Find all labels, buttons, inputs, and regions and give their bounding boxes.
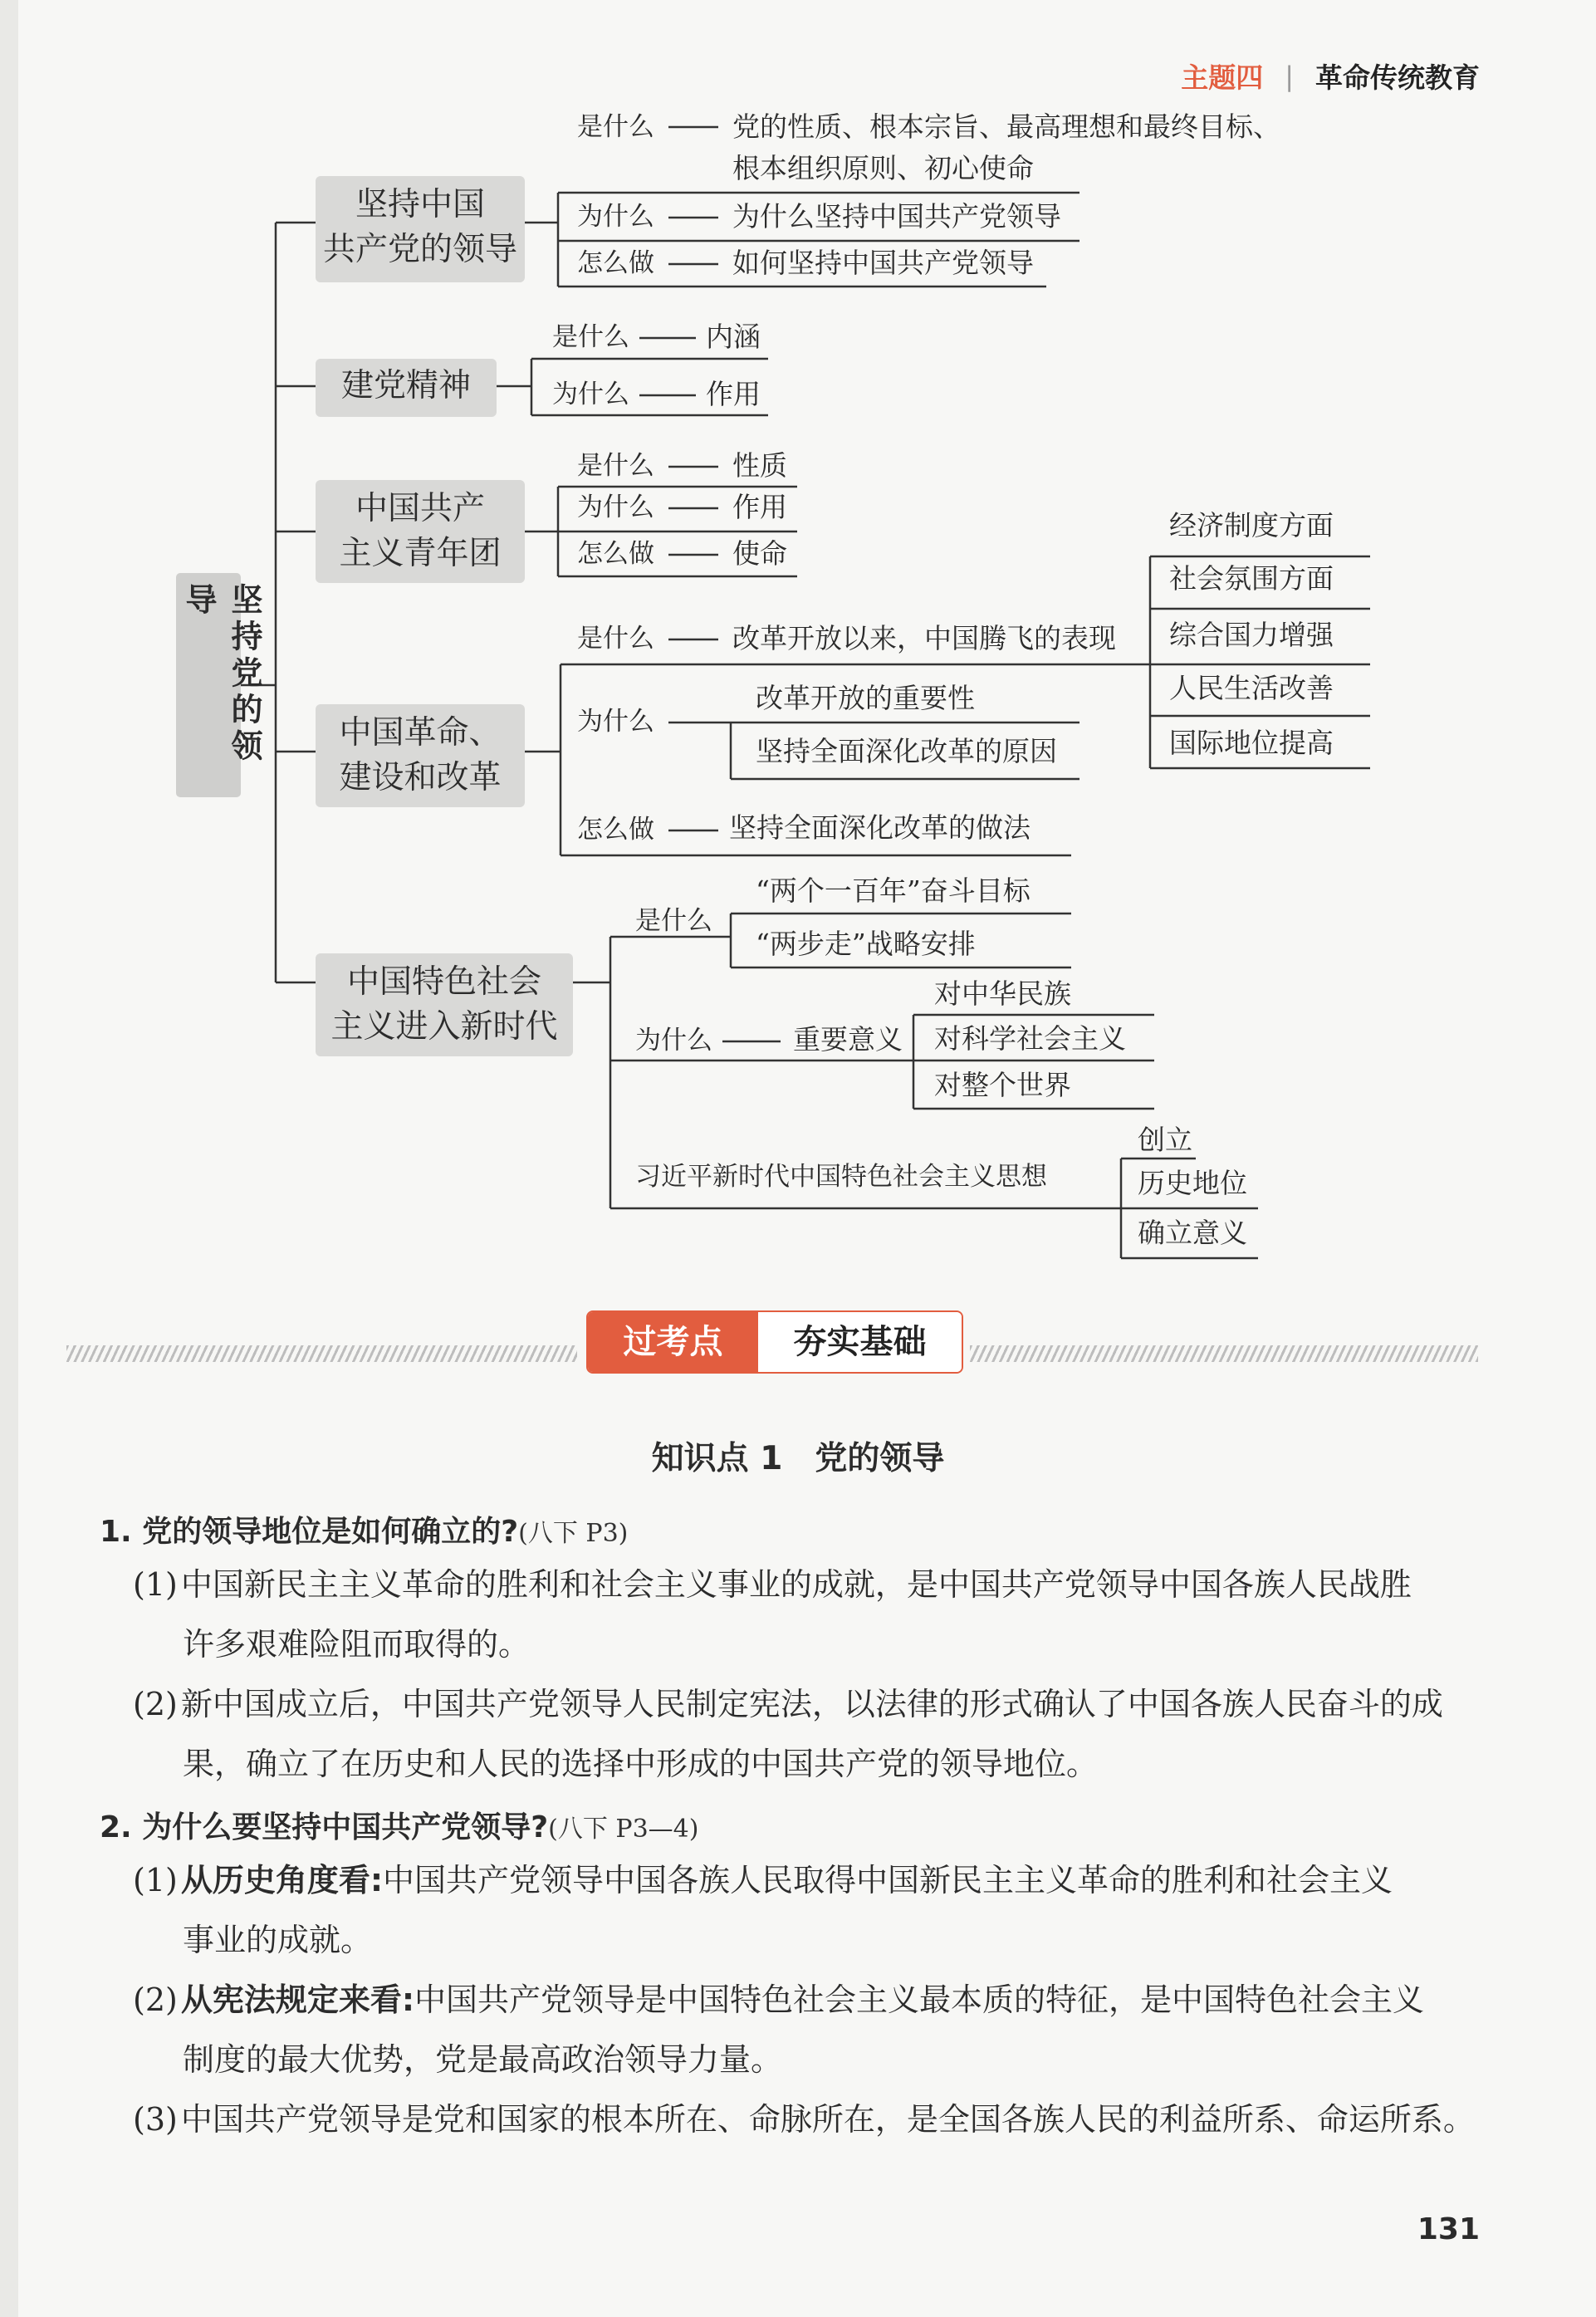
branch-label-line: 主义进入新时代	[330, 1008, 558, 1046]
node-text: 创立	[1138, 1124, 1192, 1156]
node-text: 对科学社会主义	[934, 1022, 1126, 1055]
answer-text-continued: 果，确立了在历史和人民的选择中形成的中国共产党的领导地位。	[183, 1746, 1099, 1782]
branch-party-leadership	[316, 176, 525, 282]
node-text: 坚持全面深化改革的做法	[729, 811, 1031, 844]
key-why: 为什么	[577, 707, 654, 737]
mindmap-root-label: 坚持党的领导	[180, 583, 262, 766]
branch-label-line: 建设和改革	[339, 759, 502, 796]
answer-item	[133, 1850, 1495, 1970]
key-why: 为什么	[635, 1026, 712, 1056]
branch-party-spirit	[316, 359, 497, 417]
answer-text-continued: 许多艰难险阻而取得的。	[183, 1626, 531, 1663]
knowledge-point-title: 知识点 1 党的领导	[651, 1440, 945, 1477]
branch-label-line: 中国革命、	[339, 714, 502, 752]
branch-label-line: 中国特色社会	[346, 963, 541, 1001]
banner-left-label: 过考点	[588, 1312, 758, 1372]
node-text: 坚持全面深化改革的原因	[756, 735, 1057, 767]
node-text: 对中华民族	[934, 977, 1071, 1010]
question-text: 2. 为什么要坚持中国共产党领导?	[100, 1810, 549, 1844]
node-text: 内涵	[706, 321, 761, 353]
banner-right-label: 夯实基础	[758, 1312, 962, 1372]
answer-number: (1)	[133, 1862, 178, 1898]
theme-label: 主题四	[1181, 61, 1264, 94]
node-text: 改革开放以来，中国腾飞的表现	[732, 622, 1116, 654]
branch-revolution-reform	[316, 704, 525, 807]
textbook-ref: (八下 P3—4)	[548, 1815, 699, 1844]
key-what: 是什么	[577, 112, 654, 142]
what-sub-item: 社会氛围方面	[1169, 562, 1334, 595]
what-sub-item: 人民生活改善	[1169, 672, 1334, 704]
node-text: 作用	[732, 491, 787, 523]
answer-item	[133, 2089, 1495, 2149]
what-sub-item: 经济制度方面	[1169, 509, 1334, 541]
node-text: 确立意义	[1138, 1217, 1247, 1249]
node-text: 习近平新时代中国特色社会主义思想	[635, 1162, 1047, 1192]
node-text: “两个一百年”奋斗目标	[756, 874, 1031, 907]
banner-stripe-right	[970, 1345, 1478, 1362]
node-text: “两步走”战略安排	[756, 928, 976, 960]
textbook-ref: (八下 P3)	[518, 1519, 629, 1548]
node-text: 重要意义	[793, 1023, 903, 1056]
answer-item	[133, 1555, 1495, 1674]
chapter-title: 革命传统教育	[1315, 61, 1480, 94]
node-text: 党的性质、根本宗旨、最高理想和最终目标、	[732, 110, 1280, 143]
node-text: 性质	[732, 449, 787, 482]
answer-text: 中国共产党领导是党和国家的根本所在、命脉所在，是全国各族人民的利益所系、命运所系。	[180, 2101, 1475, 2138]
branch-youth-league	[316, 480, 525, 583]
key-what: 是什么	[635, 906, 712, 936]
node-text: 对整个世界	[934, 1069, 1071, 1101]
what-sub-item: 国际地位提高	[1169, 727, 1334, 759]
question-2	[100, 1804, 698, 1846]
node-text: 为什么坚持中国共产党领导	[732, 200, 1061, 233]
answer-bold-lead: 从历史角度看:	[180, 1862, 384, 1898]
answer-text-continued: 制度的最大优势，党是最高政治领导力量。	[183, 2041, 783, 2078]
answer-item	[133, 1970, 1495, 2089]
branch-label-line: 共产党的领导	[322, 231, 517, 268]
mindmap-root	[176, 573, 262, 797]
branch-label-line: 坚持中国	[355, 186, 485, 223]
key-what: 是什么	[552, 322, 629, 352]
node-text: 历史地位	[1138, 1167, 1247, 1199]
node-text: 作用	[706, 378, 761, 410]
key-why: 为什么	[577, 492, 654, 522]
answer-number: (2)	[133, 1686, 178, 1722]
key-what: 是什么	[577, 624, 654, 654]
answer-text: 中国共产党领导中国各族人民取得中国新民主主义革命的胜利和社会主义	[383, 1862, 1393, 1898]
key-how: 怎么做	[577, 248, 654, 278]
branch-new-era	[316, 953, 573, 1056]
answer-item	[133, 1674, 1495, 1794]
node-text: 使命	[732, 537, 787, 570]
branch-label-line: 中国共产	[355, 490, 485, 527]
key-why: 为什么	[552, 380, 629, 409]
answer-text: 新中国成立后，中国共产党领导人民制定宪法，以法律的形式确认了中国各族人民奋斗的成	[180, 1686, 1443, 1722]
page-number: 131	[1417, 2212, 1480, 2246]
answer-number: (3)	[133, 2101, 178, 2138]
question-1	[100, 1508, 628, 1550]
answer-text: 中国新民主主义革命的胜利和社会主义事业的成就，是中国共产党领导中国各族人民战胜	[180, 1566, 1412, 1603]
banner-stripe-left	[66, 1345, 577, 1362]
header-divider: |	[1285, 60, 1294, 92]
key-what: 是什么	[577, 451, 654, 481]
node-text: 根本组织原则、初心使命	[732, 152, 1034, 184]
key-how: 怎么做	[577, 815, 654, 845]
node-text: 如何坚持中国共产党领导	[732, 247, 1034, 279]
answer-text-continued: 事业的成就。	[183, 1922, 373, 1958]
answer-number: (1)	[133, 1566, 178, 1603]
branch-label-line: 主义青年团	[339, 535, 502, 572]
branch-label-line: 建党精神	[340, 367, 471, 404]
answer-bold-lead: 从宪法规定来看:	[180, 1981, 415, 2018]
what-sub-item: 综合国力增强	[1169, 619, 1334, 651]
question-text: 1. 党的领导地位是如何确立的?	[100, 1515, 519, 1549]
key-why: 为什么	[577, 202, 654, 232]
answer-number: (2)	[133, 1981, 178, 2018]
answer-text: 中国共产党领导是中国特色社会主义最本质的特征，是中国特色社会主义	[414, 1981, 1425, 2018]
node-text: 改革开放的重要性	[756, 682, 975, 714]
section-banner	[586, 1310, 963, 1374]
key-how: 怎么做	[577, 539, 654, 569]
